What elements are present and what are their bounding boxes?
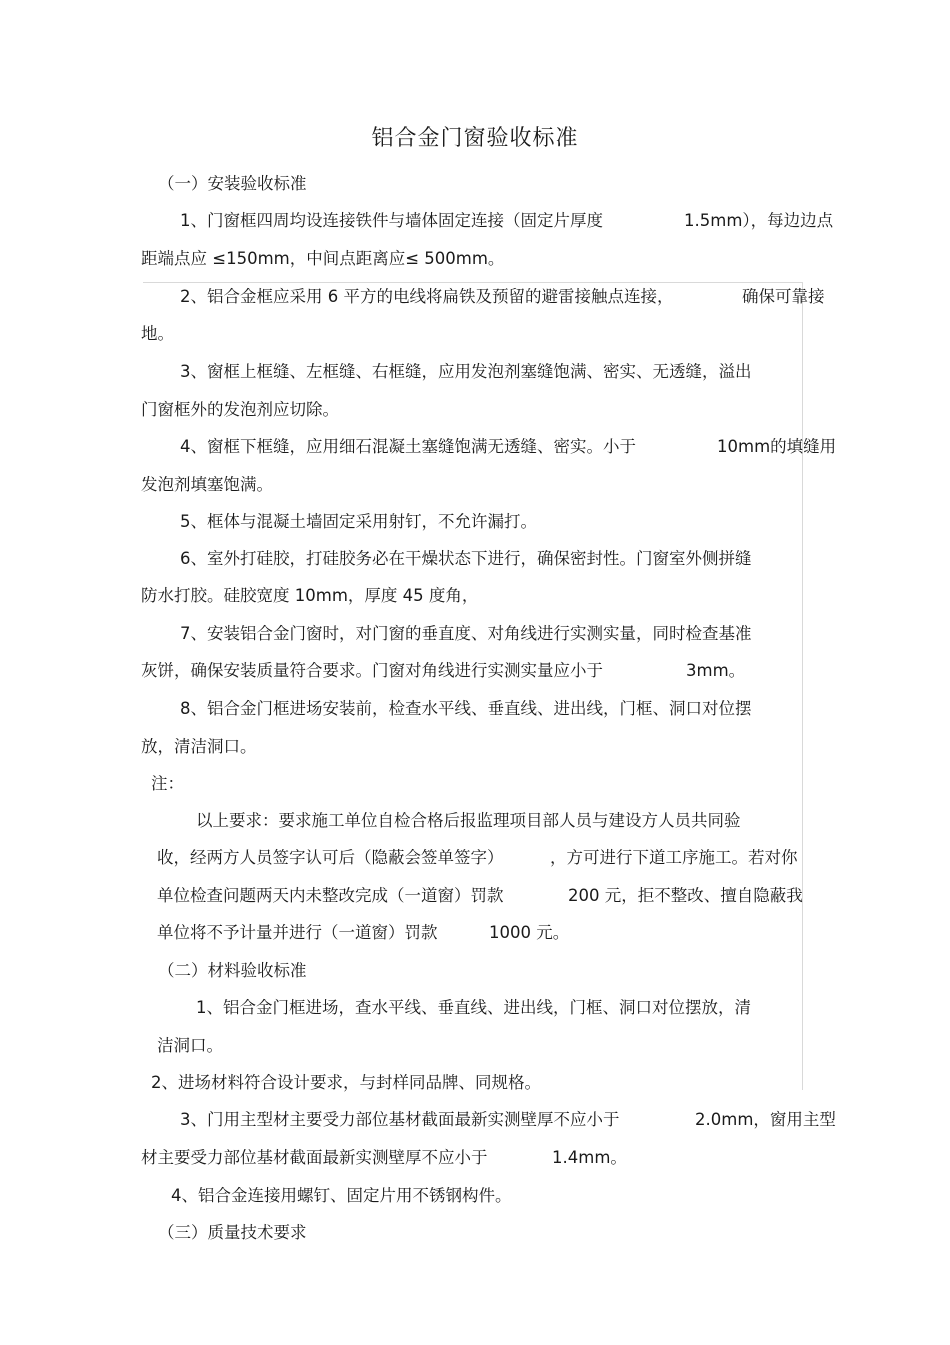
paragraph-line: 1.4mm。 xyxy=(552,1148,627,1167)
note-line: 200 元，拒不整改、擅自隐蔽我 xyxy=(568,886,803,905)
paragraph-line: 2、进场材料符合设计要求，与封样同品牌、同规格。 xyxy=(151,1073,541,1092)
frame-line xyxy=(143,282,803,283)
paragraph-line: 3、窗框上框缝、左框缝、右框缝，应用发泡剂塞缝饱满、密实、无透缝，溢出 xyxy=(180,362,752,381)
paragraph-line: 距端点应 ≤150mm，中间点距离应≤ 500mm。 xyxy=(141,249,505,268)
paragraph-line: 6、室外打硅胶，打硅胶务必在干燥状态下进行，确保密封性。门窗室外侧拼缝 xyxy=(180,549,752,568)
paragraph-line: 3、门用主型材主要受力部位基材截面最新实测壁厚不应小于 xyxy=(180,1110,620,1129)
paragraph-line: 发泡剂填塞饱满。 xyxy=(141,475,273,494)
paragraph-line: 7、安装铝合金门窗时，对门窗的垂直度、对角线进行实测实量，同时检查基准 xyxy=(180,624,752,643)
paragraph-line: 3mm。 xyxy=(686,661,746,680)
paragraph-line: 放，清洁洞口。 xyxy=(141,737,257,756)
paragraph-line: 10mm的填缝用 xyxy=(717,437,837,456)
paragraph-line: 4、铝合金连接用螺钉、固定片用不锈钢构件。 xyxy=(171,1186,512,1205)
section-heading: （三）质量技术要求 xyxy=(158,1223,307,1242)
note-line: ，方可进行下道工序施工。若对你 xyxy=(550,848,798,867)
paragraph-line: 5、框体与混凝土墙固定采用射钉，不允许漏打。 xyxy=(180,512,537,531)
paragraph-line: 2、铝合金框应采用 6 平方的电线将扁铁及预留的避雷接触点连接， xyxy=(180,287,674,306)
note-line: 单位将不予计量并进行（一道窗）罚款 xyxy=(157,923,438,942)
section-heading: （一）安装验收标准 xyxy=(158,174,307,193)
note-line: 收，经两方人员签字认可后（隐蔽会签单签字） xyxy=(157,848,504,867)
note-line: 以上要求：要求施工单位自检合格后报监理项目部人员与建设方人员共同验 xyxy=(196,811,741,830)
section-heading: （二）材料验收标准 xyxy=(158,961,307,980)
paragraph-line: 洁洞口。 xyxy=(157,1036,223,1055)
paragraph-line: 1、铝合金门框进场，查水平线、垂直线、进出线，门框、洞口对位摆放，清 xyxy=(196,998,751,1017)
paragraph-line: 材主要受力部位基材截面最新实测壁厚不应小于 xyxy=(141,1148,488,1167)
paragraph-line: 防水打胶。硅胶宽度 10mm，厚度 45 度角， xyxy=(141,586,479,605)
paragraph-line: 4、窗框下框缝，应用细石混凝土塞缝饱满无透缝、密实。小于 xyxy=(180,437,636,456)
note-label: 注： xyxy=(151,774,184,793)
paragraph-line: 2.0mm，窗用主型 xyxy=(695,1110,836,1129)
note-line: 1000 元。 xyxy=(489,923,570,942)
note-line: 单位检查问题两天内未整改完成（一道窗）罚款 xyxy=(157,886,504,905)
page-title: 铝合金门窗验收标准 xyxy=(371,126,579,151)
paragraph-line: 门窗框外的发泡剂应切除。 xyxy=(141,400,339,419)
paragraph-line: 8、铝合金门框进场安装前，检查水平线、垂直线、进出线，门框、洞口对位摆 xyxy=(180,699,752,718)
paragraph-line: 灰饼，确保安装质量符合要求。门窗对角线进行实测实量应小于 xyxy=(141,661,603,680)
frame-line xyxy=(802,282,803,1090)
paragraph-line: 1.5mm），每边边点 xyxy=(684,211,834,230)
paragraph-line: 1、门窗框四周均设连接铁件与墙体固定连接（固定片厚度 xyxy=(180,211,603,230)
paragraph-line: 地。 xyxy=(141,324,174,343)
paragraph-line: 确保可靠接 xyxy=(742,287,825,306)
